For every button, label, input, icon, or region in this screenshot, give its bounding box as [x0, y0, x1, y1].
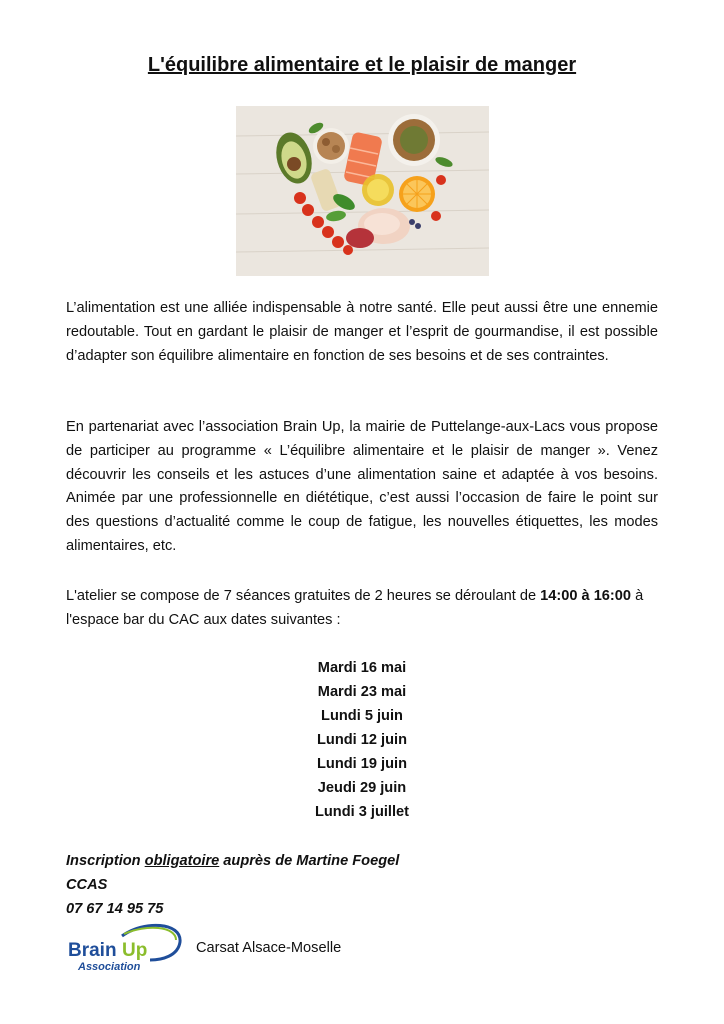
schedule-paragraph — [66, 585, 658, 633]
brain-up-logo — [64, 920, 188, 980]
logo-association-text: Association — [78, 961, 141, 973]
page-title: L'équilibre alimentaire et le plaisir de manger — [147, 54, 577, 76]
intro-paragraph: L’alimentation est une alliée indispensable à notre santé. Elle peut aussi être une ennemie redoutable. Tout en gardant le plaisir de manger et l’esprit de gourmandise, il est possible d’adapter son équilibre alimentaire en fonction de ses besoins et de ses contraintes. — [66, 300, 658, 364]
schedule-time: 14:00 à 16:00 — [540, 588, 632, 604]
registration-contact — [66, 849, 399, 921]
healthy-food-photo — [236, 106, 489, 276]
session-date: Lundi 5 juin — [321, 708, 403, 724]
registration-line — [66, 849, 399, 873]
logo-brain-text: Brain — [68, 940, 117, 961]
session-date: Lundi 3 juillet — [314, 804, 410, 820]
session-date: Jeudi 29 juin — [317, 780, 407, 796]
session-date: Mardi 23 mai — [317, 684, 407, 700]
schedule-text-start: L'atelier se compose de 7 séances gratuites de 2 heures se déroulant de — [66, 588, 541, 604]
schedule-text-end: à l'espace bar du CAC aux dates suivantes : — [66, 588, 644, 628]
registration-suffix: auprès de Martine Foegel — [219, 853, 400, 869]
contact-phone: 07 67 14 95 75 — [66, 901, 164, 917]
session-date: Lundi 12 juin — [317, 732, 407, 748]
partner-name: Carsat Alsace-Moselle — [196, 940, 342, 956]
logo-up-text: Up — [122, 940, 148, 961]
program-paragraph: En partenariat avec l’association Brain Up, la mairie de Puttelange-aux-Lacs vous propose de participer au programme « L’équilibre alimentaire et le plaisir de manger ». Venez découvrir les conseils et les astuces d’une alimentation saine et adaptée à vos besoins. Animée par une professionnelle en diététique, c’est aussi l’occasion de faire le point sur des questions d’actualité comme le coup de fatigue, les nouvelles étiquettes, les modes alimentaires, etc. — [66, 419, 658, 554]
mandatory-word: obligatoire — [144, 853, 220, 869]
registration-prefix: Inscription — [66, 853, 145, 869]
session-date: Mardi 16 mai — [317, 660, 407, 676]
session-date: Lundi 19 juin — [317, 756, 407, 772]
contact-organization: CCAS — [66, 877, 108, 893]
session-dates-list — [0, 656, 724, 824]
